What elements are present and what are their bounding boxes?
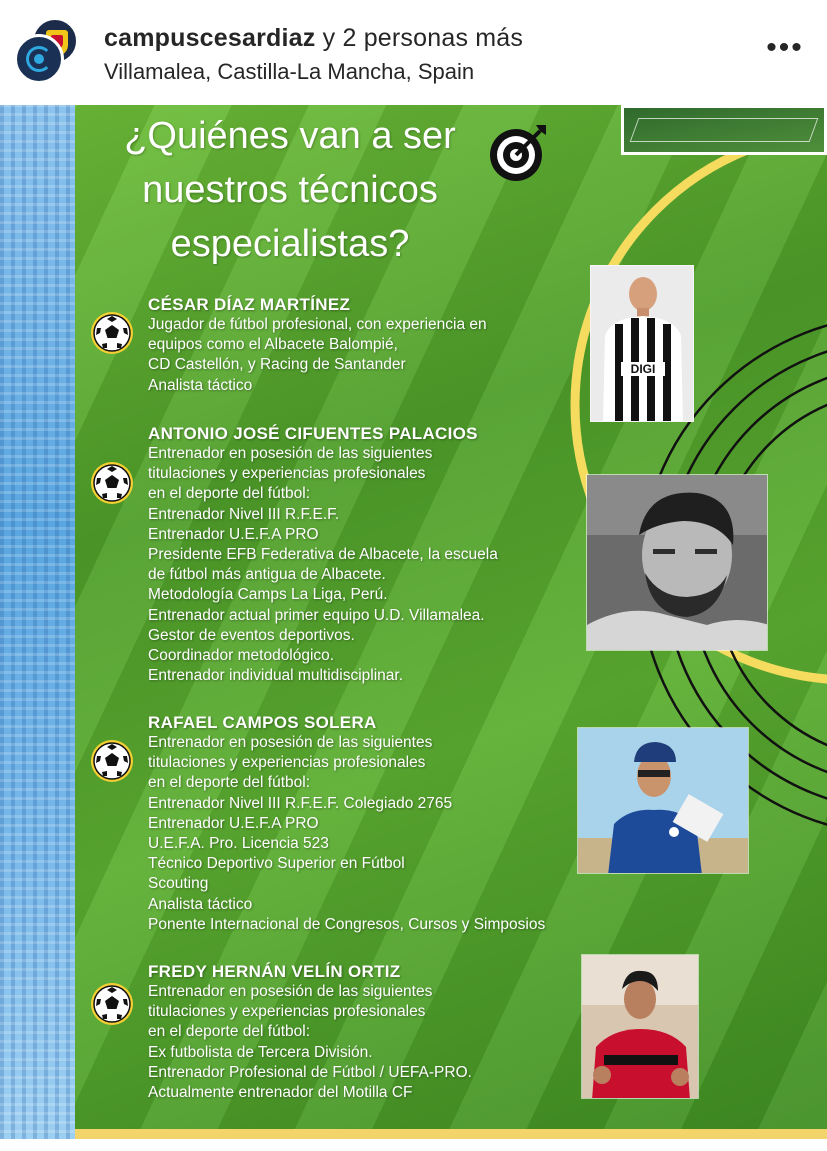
coach-line: Entrenador en posesión de las siguientes — [148, 983, 433, 1000]
coach-block — [148, 962, 472, 1103]
coach-name: ANTONIO JOSÉ CIFUENTES PALACIOS — [148, 424, 478, 443]
poster-title — [80, 109, 500, 271]
soccer-ball-icon — [90, 739, 134, 783]
coach-line: Entrenador Nivel III R.F.E.F. Colegiado 2765 — [148, 794, 453, 812]
coach-block — [148, 424, 498, 686]
coach-line: Ponente Internacional de Congresos, Cursos y Simposios — [148, 915, 546, 933]
coach-line: titulaciones y experiencias profesionales — [148, 754, 426, 772]
coach-photo — [586, 474, 768, 651]
location-link[interactable]: Villamalea, Castilla-La Mancha, Spain — [104, 59, 475, 84]
coach-line: Entrenador actual primer equipo U.D. Villamalea. — [148, 606, 485, 624]
coach-line: Scouting — [148, 875, 209, 893]
coach-line: Coordinador metodológico. — [148, 647, 335, 665]
coach-line: Entrenador U.E.F.A PRO — [148, 814, 319, 832]
shirt-sponsor-text: DIGI — [630, 362, 656, 376]
bottom-edge — [0, 1139, 827, 1151]
coach-photo — [577, 727, 749, 874]
coach-line: de fútbol más antigua de Albacete. — [148, 566, 386, 584]
title-line: especialistas? — [170, 223, 410, 265]
coach-line: en el deporte del fútbol: — [148, 485, 311, 503]
campus-logo-dot — [34, 54, 44, 64]
coach-line: Jugador de fútbol profesional, con experiencia en — [148, 316, 487, 333]
coach-line: titulaciones y experiencias profesionales — [148, 465, 426, 483]
coach-line: Técnico Deportivo Superior en Fútbol — [148, 855, 405, 873]
coach-line: Entrenador Profesional de Fútbol / UEFA-PRO. — [148, 1063, 472, 1081]
soccer-ball-icon — [90, 461, 134, 505]
coach-line: Actualmente entrenador del Motilla CF — [148, 1084, 413, 1102]
avatar-stack[interactable] — [14, 18, 80, 84]
coach-line: Metodología Camps La Liga, Perú. — [148, 586, 388, 604]
coach-line: Entrenador en posesión de las siguientes — [148, 445, 433, 462]
coach-name: CÉSAR DÍAZ MARTÍNEZ — [148, 295, 351, 314]
soccer-ball-icon — [90, 311, 134, 355]
coach-photo — [590, 265, 694, 422]
coach-line: Entrenador U.E.F.A PRO — [148, 525, 319, 543]
account-name[interactable]: campuscesardiaz — [104, 24, 316, 52]
coach-line: Analista táctico — [148, 376, 253, 394]
field-photo — [621, 105, 827, 155]
post-image[interactable] — [0, 105, 827, 1151]
coach-line: equipos como el Albacete Balompié, — [148, 336, 398, 354]
coach-line: Entrenador en posesión de las siguientes — [148, 734, 433, 751]
coach-line: en el deporte del fútbol: — [148, 774, 311, 792]
coach-line: Analista táctico — [148, 895, 253, 913]
target-icon — [488, 121, 550, 183]
post-header — [0, 0, 827, 105]
account-suffix[interactable]: y 2 personas más — [315, 24, 524, 52]
coach-line: Presidente EFB Federativa de Albacete, la escuela — [148, 546, 498, 564]
account-names[interactable] — [104, 24, 523, 53]
bottom-band — [75, 1129, 827, 1139]
more-options-button[interactable]: ••• — [766, 31, 804, 64]
coach-line: U.E.F.A. Pro. Licencia 523 — [148, 835, 329, 853]
coach-name: FREDY HERNÁN VELÍN ORTIZ — [148, 962, 401, 981]
title-line: nuestros técnicos — [142, 169, 438, 211]
coach-block — [148, 295, 487, 396]
coach-block — [148, 713, 545, 935]
coach-line: Gestor de eventos deportivos. — [148, 626, 355, 644]
coach-name: RAFAEL CAMPOS SOLERA — [148, 713, 377, 732]
coach-line: Entrenador individual multidisciplinar. — [148, 667, 404, 685]
coach-line: titulaciones y experiencias profesionales — [148, 1003, 426, 1021]
coach-line: Ex futbolista de Tercera División. — [148, 1043, 373, 1061]
title-line: ¿Quiénes van a ser — [124, 115, 456, 157]
soccer-ball-icon — [90, 982, 134, 1026]
avatar[interactable] — [14, 34, 64, 84]
coach-photo — [581, 954, 699, 1099]
coach-line: Entrenador Nivel III R.F.E.F. — [148, 505, 340, 523]
coach-line: en el deporte del fútbol: — [148, 1023, 311, 1041]
coach-line: CD Castellón, y Racing de Santander — [148, 356, 406, 374]
